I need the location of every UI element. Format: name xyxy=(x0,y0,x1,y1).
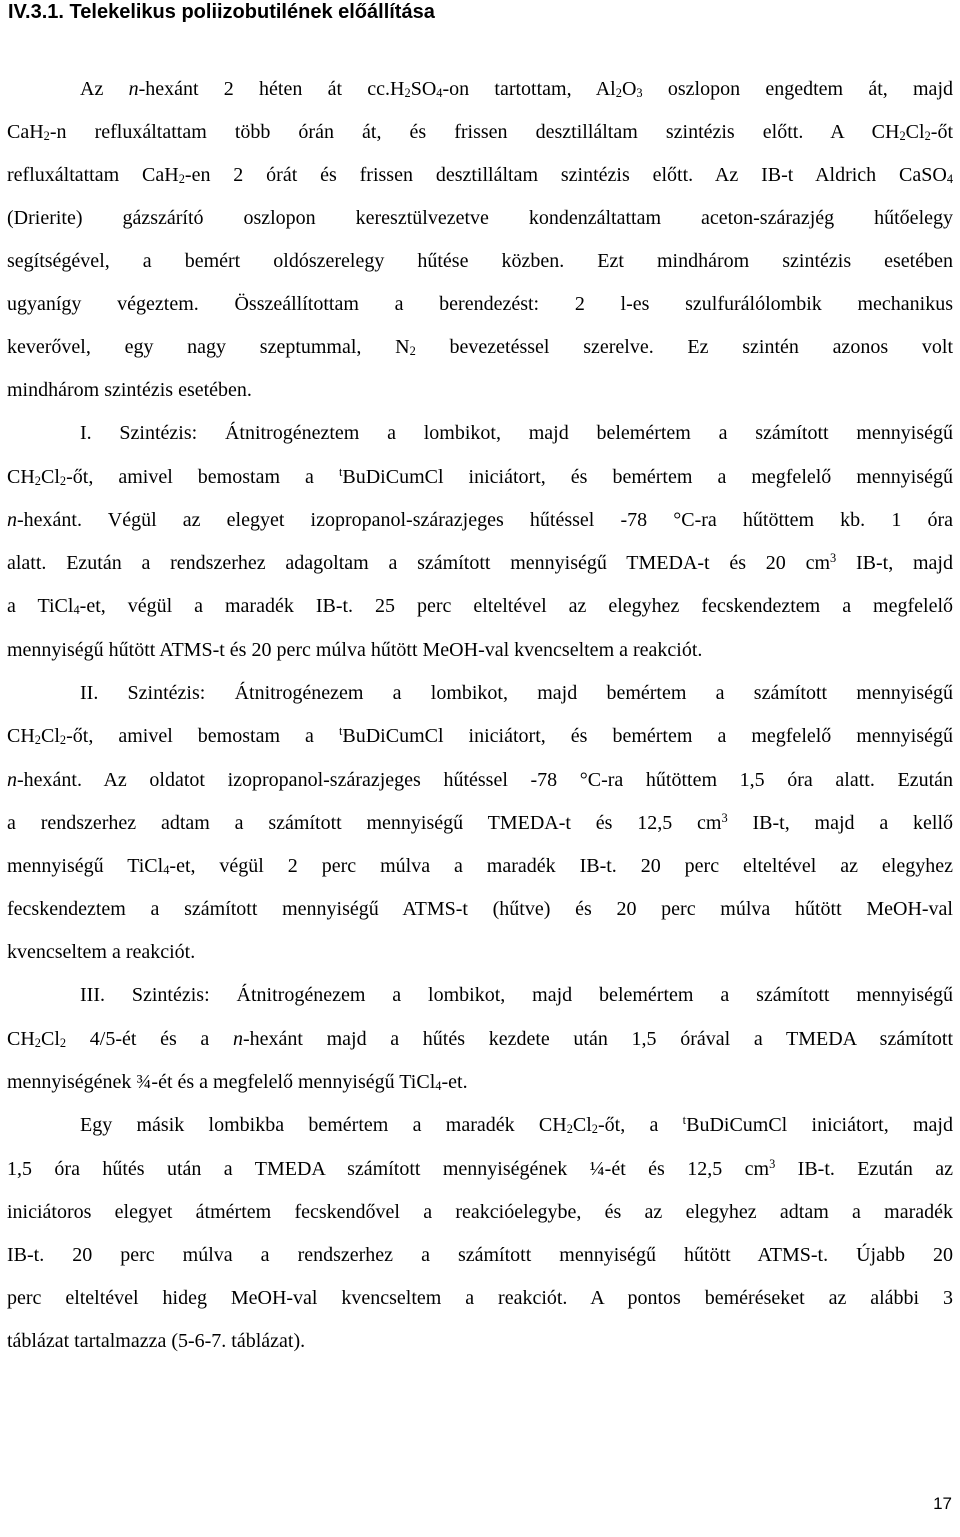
superscript: 3 xyxy=(769,1157,776,1172)
text-run: a TiCl xyxy=(7,595,74,617)
text-run: Az xyxy=(80,78,129,100)
superscript: 3 xyxy=(830,551,837,566)
subscript: 2 xyxy=(59,474,67,489)
text-run: kvencseltem a reakciót. xyxy=(7,941,196,963)
text-line xyxy=(7,249,953,275)
text-run: III. Szintézis: Átnitrogénezem a lombikot, majd belemértem a számított mennyiségű xyxy=(80,984,953,1006)
italic-text: n xyxy=(7,769,17,791)
text-run: oszlopon engedtem át, majd xyxy=(642,78,953,100)
superscript: t xyxy=(338,724,343,739)
text-line xyxy=(7,897,953,923)
text-run: O xyxy=(621,78,637,100)
subscript: 2 xyxy=(34,1036,41,1051)
text-line xyxy=(7,551,953,577)
text-line xyxy=(7,594,953,620)
text-run: iniciátoros elegyet átmértem fecskendővel a reakcióelegybe, és az elegyhez adtam a maradék xyxy=(7,1201,953,1223)
text-run: bevezetéssel szerelve. Ez szintén azonos volt xyxy=(415,336,953,358)
text-run: 4/5-ét és a xyxy=(66,1028,233,1050)
text-run: -et. xyxy=(441,1071,468,1093)
text-run: keverővel, egy nagy szeptummal, N xyxy=(7,336,410,358)
text-run: Cl xyxy=(905,121,925,143)
text-line xyxy=(7,724,953,750)
text-run: IB-t. 20 perc múlva a rendszerhez a számított mennyiségű hűtött ATMS-t. Újabb 20 xyxy=(7,1244,953,1266)
text-run: CH xyxy=(7,1028,35,1050)
text-line xyxy=(7,1243,953,1269)
text-run: Cl xyxy=(41,466,60,488)
text-line xyxy=(7,1070,953,1096)
text-run: Cl xyxy=(572,1114,592,1136)
text-line xyxy=(7,120,953,146)
text-run: -őt, amivel bemostam a xyxy=(66,466,339,488)
italic-text: n xyxy=(128,78,139,100)
subscript: 2 xyxy=(34,474,41,489)
text-run: Cl xyxy=(41,725,60,747)
text-line xyxy=(7,811,953,837)
section-heading: IV.3.1. Telekelikus poliizobutilének előállítása xyxy=(8,1,435,23)
text-run: BuDiCumCl iniciátort, majd xyxy=(686,1114,953,1136)
text-run: -en 2 órát és frissen desztilláltam szintézis előtt. Az IB-t Aldrich CaSO xyxy=(184,164,947,186)
text-run: -hexánt. Az oldatot izopropanol-szárazjeges hűtéssel -78 °C-ra hűtöttem 1,5 óra alatt. Ezután xyxy=(17,769,953,791)
text-run: -hexánt 2 héten át cc.H xyxy=(138,78,405,100)
subscript: 2 xyxy=(178,172,185,187)
text-line xyxy=(80,983,953,1009)
superscript: 3 xyxy=(721,811,728,826)
text-run: IB-t, majd a kellő xyxy=(727,812,954,834)
text-line xyxy=(7,292,953,318)
subscript: 4 xyxy=(73,603,80,618)
subscript: 2 xyxy=(615,86,622,101)
subscript: 4 xyxy=(946,172,954,187)
text-line xyxy=(7,1286,953,1312)
text-run: CH xyxy=(7,725,35,747)
text-run: IB-t, majd xyxy=(836,552,953,574)
text-run: I. Szintézis: Átnitrogéneztem a lombikot, majd belemértem a számított mennyiségű xyxy=(80,422,953,444)
text-run: mennyiségű hűtött ATMS-t és 20 perc múlva hűtött MeOH-val kvencseltem a reakciót. xyxy=(7,639,703,661)
text-line xyxy=(7,508,953,534)
text-run: -et, végül a maradék IB-t. 25 perc elteltével az elegyhez fecskendeztem a megfelelő xyxy=(79,595,954,617)
subscript: 2 xyxy=(899,129,906,144)
text-run: mennyiségű TiCl xyxy=(7,855,164,877)
text-line xyxy=(80,421,953,447)
text-line xyxy=(7,1200,953,1226)
text-run: segítségével, a bemért oldószerelegy hűtése közben. Ezt mindhárom szintézis esetében xyxy=(7,250,953,272)
text-run: -et, végül 2 perc múlva a maradék IB-t. 20 perc elteltével az elegyhez xyxy=(169,855,953,877)
text-run: -hexánt majd a hűtés kezdete után 1,5 órával a TMEDA számított xyxy=(242,1028,954,1050)
text-run: ugyanígy végeztem. Összeállítottam a berendezést: 2 l-es szulfurálólombik mechanikus xyxy=(7,293,953,315)
text-run: BuDiCumCl iniciátort, és bemértem a megfelelő mennyiségű xyxy=(342,725,953,747)
superscript: t xyxy=(682,1113,687,1128)
text-line xyxy=(80,681,953,707)
subscript: 2 xyxy=(43,129,50,144)
text-line xyxy=(7,1329,953,1355)
subscript: 2 xyxy=(404,86,411,101)
subscript: 4 xyxy=(163,863,170,878)
text-line xyxy=(7,206,953,232)
text-run: mennyiségének ¾-ét és a megfelelő mennyiségű TiCl xyxy=(7,1071,436,1093)
text-line xyxy=(7,1027,953,1053)
text-run: refluxáltattam CaH xyxy=(7,164,179,186)
text-run: fecskendeztem a számított mennyiségű ATMS-t (hűtve) és 20 perc múlva hűtött MeOH-val xyxy=(7,898,953,920)
text-run: Egy másik lombikba bemértem a maradék CH xyxy=(80,1114,567,1136)
text-run: -őt xyxy=(930,121,953,143)
text-run: CH xyxy=(7,466,35,488)
subscript: 4 xyxy=(436,86,443,101)
text-line xyxy=(80,77,953,103)
subscript: 2 xyxy=(34,733,41,748)
italic-text: n xyxy=(7,509,17,531)
text-run: IB-t. Ezután az xyxy=(775,1158,953,1180)
text-line xyxy=(7,335,953,361)
text-run: mindhárom szintézis esetében. xyxy=(7,379,252,401)
text-line xyxy=(7,163,953,189)
text-run: -n refluxáltattam több órán át, és frissen desztilláltam szintézis előtt. A CH xyxy=(49,121,900,143)
text-line xyxy=(7,1157,953,1183)
italic-text: n xyxy=(232,1028,243,1050)
subscript: 2 xyxy=(924,129,931,144)
text-run: -őt, a xyxy=(598,1114,683,1136)
subscript: 4 xyxy=(435,1079,442,1094)
subscript: 2 xyxy=(566,1122,573,1137)
text-line xyxy=(7,940,953,966)
subscript: 2 xyxy=(59,1036,67,1051)
text-run: -őt, amivel bemostam a xyxy=(66,725,339,747)
text-run: -hexánt. Végül az elegyet izopropanol-szárazjeges hűtéssel -78 °C-ra hűtöttem kb. 1 óra xyxy=(17,509,953,531)
subscript: 2 xyxy=(59,733,67,748)
text-run: II. Szintézis: Átnitrogénezem a lombikot, majd bemértem a számított mennyiségű xyxy=(80,682,953,704)
text-run: CaH xyxy=(7,121,44,143)
text-run: perc elteltével hideg MeOH-val kvencseltem a reakciót. A pontos beméréseket az alábbi 3 xyxy=(7,1287,953,1309)
text-run: BuDiCumCl iniciátort, és bemértem a megfelelő mennyiségű xyxy=(342,466,953,488)
text-run: a rendszerhez adtam a számított mennyiségű TMEDA-t és 12,5 cm xyxy=(7,812,722,834)
text-line xyxy=(7,465,953,491)
subscript: 3 xyxy=(636,86,643,101)
text-run: táblázat tartalmazza (5-6-7. táblázat). xyxy=(7,1330,306,1352)
text-run: -on tartottam, Al xyxy=(442,78,616,100)
page-number: 17 xyxy=(933,1494,952,1513)
text-line xyxy=(7,854,953,880)
text-run: (Drierite) gázszárító oszlopon keresztülvezetve kondenzáltattam aceton-szárazjég hűtőelegy xyxy=(7,207,953,229)
subscript: 2 xyxy=(591,1122,598,1137)
text-line xyxy=(7,768,953,794)
text-line xyxy=(7,638,953,664)
text-line xyxy=(80,1113,953,1139)
text-run: SO xyxy=(410,78,437,100)
text-run: alatt. Ezután a rendszerhez adagoltam a számított mennyiségű TMEDA-t és 20 cm xyxy=(7,552,831,574)
text-run: 1,5 óra hűtés után a TMEDA számított mennyiségének ¼-ét és 12,5 cm xyxy=(7,1158,770,1180)
text-line xyxy=(7,378,953,404)
subscript: 2 xyxy=(409,344,416,359)
superscript: t xyxy=(338,465,343,480)
text-run: Cl xyxy=(41,1028,60,1050)
